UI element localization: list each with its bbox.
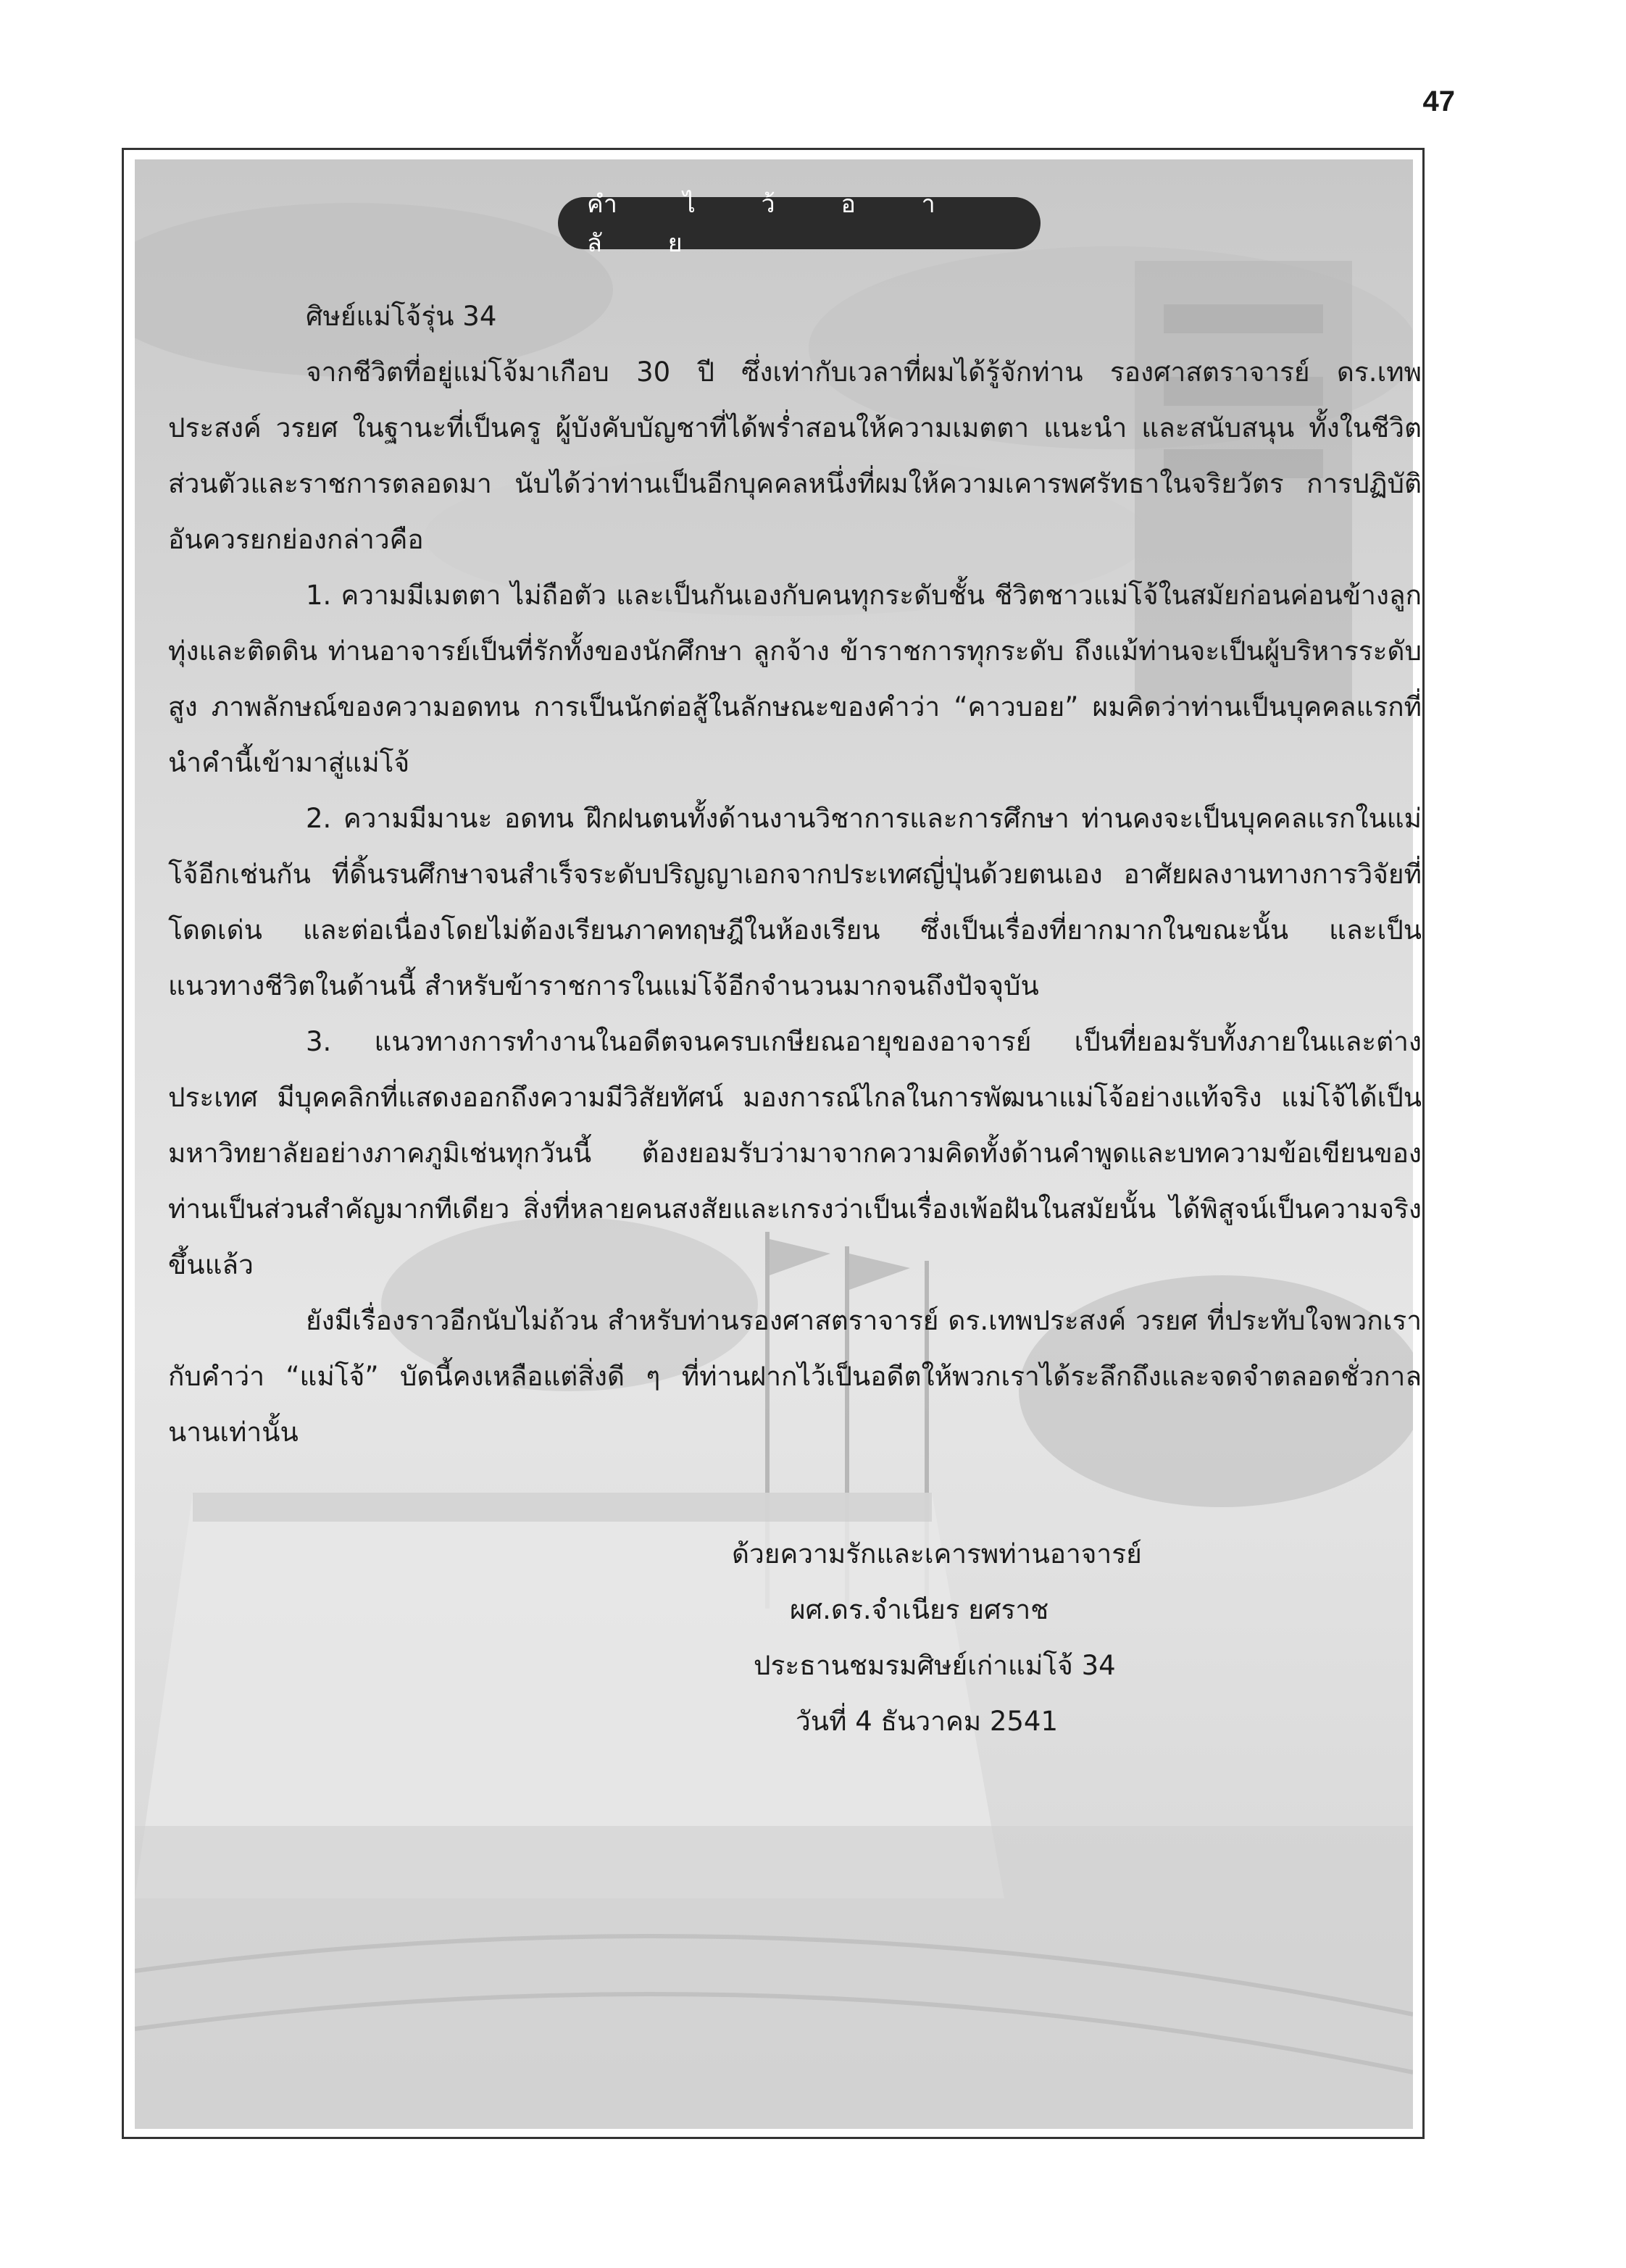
paragraph-point-3: 3. แนวทางการทำงานในอดีตจนครบเกษียณอายุของอาจารย์ เป็นที่ยอมรับทั้งภายในและต่างประเทศ มีบุคคลิกที่แสดงออกถึงความมีวิสัยทัศน์ มองการณ์ไกลในการพัฒนาแม่โจ้อย่างแท้จริง แม่โจ้ได้เป็นมหาวิทยาลัยอย่างภาคภูมิเช่นทุกวันนี้ ต้องยอมรับว่ามาจากความคิดทั้งด้านคำพูดและบทความข้อเขียนของท่านเป็นส่วนสำคัญมากทีเดียว สิ่งที่หลายคนสงสัยและเกรงว่าเป็นเรื่องเพ้อฝันในสมัยนั้น ได้พิสูจน์เป็นความจริงขึ้นแล้ว	[168, 1026, 1422, 1280]
letter-body	[168, 288, 1422, 1460]
title-banner: คำ ไ ว้ อ า ลั ย	[558, 197, 1041, 249]
signature-position: ประธานชมรมศิษย์เก่าแม่โจ้ 34	[754, 1650, 1116, 1681]
paragraph-point-1: 1. ความมีเมตตา ไม่ถือตัว และเป็นกันเองกับคนทุกระดับชั้น ชีวิตชาวแม่โจ้ในสมัยก่อนค่อนข้างลูกทุ่งและติดดิน ท่านอาจารย์เป็นที่รักทั้งของนักศึกษา ลูกจ้าง ข้าราชการทุกระดับ ถึงแม้ท่านจะเป็นผู้บริหารระดับสูง ภาพลักษณ์ของความอดทน การเป็นนักต่อสู้ในลักษณะของคำว่า “คาวบอย” ผมคิดว่าท่านเป็นบุคคลแรกที่นำคำนี้เข้ามาสู่แม่โจ้	[168, 580, 1422, 778]
page-number: 47	[1422, 86, 1455, 117]
signature-block	[732, 1526, 1142, 1749]
paragraph-point-2: 2. ความมีมานะ อดทน ฝึกฝนตนทั้งด้านงานวิชาการและการศึกษา ท่านคงจะเป็นบุคคลแรกในแม่โจ้อีกเช่นกัน ที่ดิ้นรนศึกษาจนสำเร็จระดับปริญญาเอกจากประเทศญี่ปุ่นด้วยตนเอง อาศัยผลงานทางการวิจัยที่โดดเด่น และต่อเนื่องโดยไม่ต้องเรียนภาคทฤษฎีในห้องเรียน ซึ่งเป็นเรื่องที่ยากมากในขณะนั้น และเป็นแนวทางชีวิตในด้านนี้ สำหรับข้าราชการในแม่โจ้อีกจำนวนมากจนถึงปัจจุบัน	[168, 803, 1422, 1001]
signature-date: วันที่ 4 ธันวาคม 2541	[796, 1706, 1059, 1737]
signature-closing: ด้วยความรักและเคารพท่านอาจารย์	[732, 1538, 1142, 1569]
paragraph-closing: ยังมีเรื่องราวอีกนับไม่ถ้วน สำหรับท่านรองศาสตราจารย์ ดร.เทพประสงค์ วรยศ ที่ประทับใจพวกเรากับคำว่า “แม่โจ้” บัดนี้คงเหลือแต่สิ่งดี ๆ ที่ท่านฝากไว้เป็นอดีตให้พวกเราได้ระลึกถึงและจดจำตลอดชั่วกาลนานเท่านั้น	[168, 1305, 1422, 1448]
paragraph-intro: จากชีวิตที่อยู่แม่โจ้มาเกือบ 30 ปี ซึ่งเท่ากับเวลาที่ผมได้รู้จักท่าน รองศาสตราจารย์ ดร.เทพประสงค์ วรยศ ในฐานะที่เป็นครู ผู้บังคับบัญชาที่ได้พร่ำสอนให้ความเมตตา แนะนำ และสนับสนุน ทั้งในชีวิตส่วนตัวและราชการตลอดมา นับได้ว่าท่านเป็นอีกบุคคลหนึ่งที่ผมให้ความเคารพศรัทธาในจริยวัตร การปฏิบัติอันควรยกย่องกล่าวคือ	[168, 357, 1422, 555]
signature-name: ผศ.ดร.จำเนียร ยศราช	[790, 1594, 1049, 1625]
salutation: ศิษย์แม่โจ้รุ่น 34	[306, 301, 497, 332]
